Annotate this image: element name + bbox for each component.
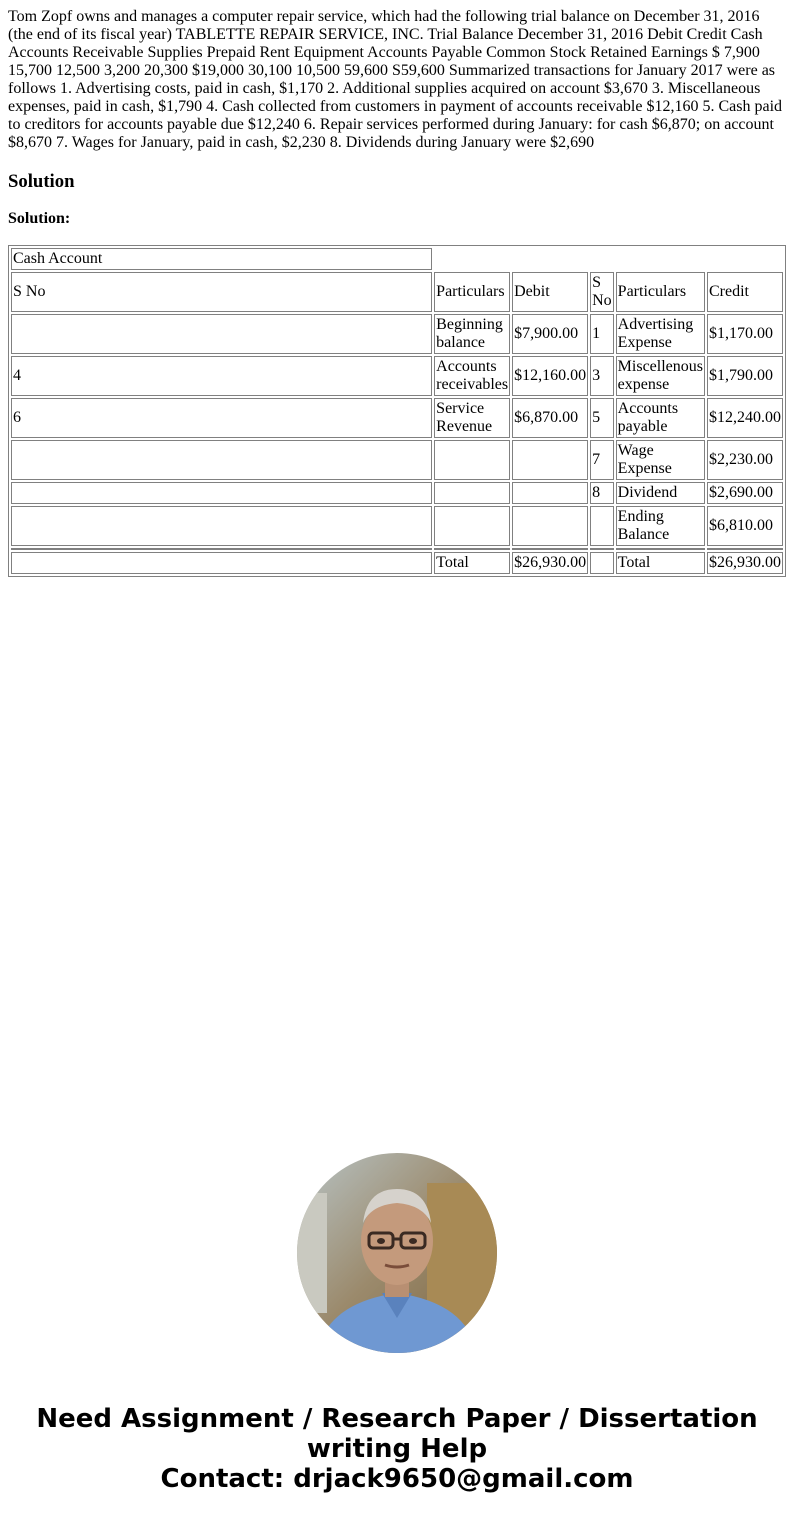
header-debit: Debit — [512, 272, 588, 312]
table-header-row — [11, 272, 783, 312]
cell-particulars-right: Accounts payable — [616, 398, 705, 438]
table-title-row — [11, 248, 783, 270]
cell-particulars-left — [434, 440, 510, 480]
cell-sno-right: 1 — [590, 314, 614, 354]
header-sno-right: S No — [590, 272, 614, 312]
empty-cell — [616, 548, 705, 550]
cell-debit — [512, 440, 588, 480]
table-row — [11, 356, 783, 396]
question-text: Tom Zopf owns and manages a computer repair service, which had the following trial balance on December 31, 2016 (the end of its fiscal year) TABLETTE REPAIR SERVICE, INC. Trial Balance December 31, 2016 Debit Credit Cash Accounts Receivable Supplies Prepaid Rent Equipment Accounts Payable Common Stock Retained Earnings $ 7,900 15,700 12,500 3,200 20,300 $19,000 30,100 10,500 59,600 S59,600 Summarized transactions for January 2017 were as follows 1. Advertising costs, paid in cash, $1,170 2. Additional supplies acquired on account $3,670 3. Miscellaneous expenses, paid in cash, $1,790 4. Cash collected from customers in payment of accounts receivable $12,160 5. Cash paid to creditors for accounts payable due $12,240 6. Repair services performed during January: for cash $6,870; on account $8,670 7. Wages for January, paid in cash, $2,230 8. Dividends during January were $2,690 — [8, 8, 783, 151]
empty-cell — [11, 552, 432, 574]
cell-credit: $2,230.00 — [707, 440, 783, 480]
cell-debit: $6,870.00 — [512, 398, 588, 438]
cell-sno-right: 8 — [590, 482, 614, 504]
cell-sno-right: 5 — [590, 398, 614, 438]
help-line-2: writing Help — [306, 1434, 488, 1464]
cell-debit: $12,160.00 — [512, 356, 588, 396]
cell-particulars-left: Beginning balance — [434, 314, 510, 354]
cell-particulars-right: Dividend — [616, 482, 705, 504]
cell-sno-left: 4 — [11, 356, 432, 396]
cell-particulars-left: Service Revenue — [434, 398, 510, 438]
cell-sno-left — [11, 482, 432, 504]
empty-cell — [512, 548, 588, 550]
table-total-row — [11, 552, 783, 574]
header-credit: Credit — [707, 272, 783, 312]
cell-sno-right: 7 — [590, 440, 614, 480]
table-row — [11, 506, 783, 546]
cell-credit: $6,810.00 — [707, 506, 783, 546]
person-photo-icon — [297, 1153, 497, 1353]
cell-sno-right — [590, 506, 614, 546]
header-particulars-right: Particulars — [616, 272, 705, 312]
cell-sno-right: 3 — [590, 356, 614, 396]
cell-debit: $7,900.00 — [512, 314, 588, 354]
contact-email: Contact: drjack9650@gmail.com — [160, 1464, 634, 1494]
cell-debit — [512, 506, 588, 546]
cash-account-table — [8, 245, 786, 577]
cell-particulars-left — [434, 482, 510, 504]
solution-heading: Solution — [8, 171, 75, 192]
cell-particulars-right: Advertising Expense — [616, 314, 705, 354]
cell-particulars-right: Ending Balance — [616, 506, 705, 546]
empty-cell — [434, 548, 510, 550]
help-line-1: Need Assignment / Research Paper / Dissertation — [36, 1404, 758, 1434]
cell-debit — [512, 482, 588, 504]
cell-credit: $12,240.00 — [707, 398, 783, 438]
header-particulars-left: Particulars — [434, 272, 510, 312]
empty-cell — [590, 548, 614, 550]
table-spacer-row — [11, 548, 783, 550]
total-label-left: Total — [434, 552, 510, 574]
empty-cell — [707, 548, 783, 550]
cell-particulars-right: Miscellenous expense — [616, 356, 705, 396]
table-row — [11, 314, 783, 354]
header-sno-left: S No — [11, 272, 432, 312]
table-row — [11, 482, 783, 504]
table-title-cell: Cash Account — [11, 248, 432, 270]
table-row — [11, 398, 783, 438]
cell-sno-left: 6 — [11, 398, 432, 438]
total-label-right: Total — [616, 552, 705, 574]
cell-credit: $2,690.00 — [707, 482, 783, 504]
cell-sno-left — [11, 506, 432, 546]
cell-particulars-left — [434, 506, 510, 546]
total-debit: $26,930.00 — [512, 552, 588, 574]
solution-label: Solution: — [8, 210, 71, 227]
cell-sno-left — [11, 440, 432, 480]
total-credit: $26,930.00 — [707, 552, 783, 574]
empty-cell — [11, 548, 432, 550]
table-row — [11, 440, 783, 480]
empty-cell — [590, 552, 614, 574]
help-contact-text — [0, 1404, 794, 1494]
cell-particulars-right: Wage Expense — [616, 440, 705, 480]
cell-credit: $1,790.00 — [707, 356, 783, 396]
cell-credit: $1,170.00 — [707, 314, 783, 354]
empty-cell — [434, 248, 783, 270]
cell-sno-left — [11, 314, 432, 354]
cell-particulars-left: Accounts receivables — [434, 356, 510, 396]
